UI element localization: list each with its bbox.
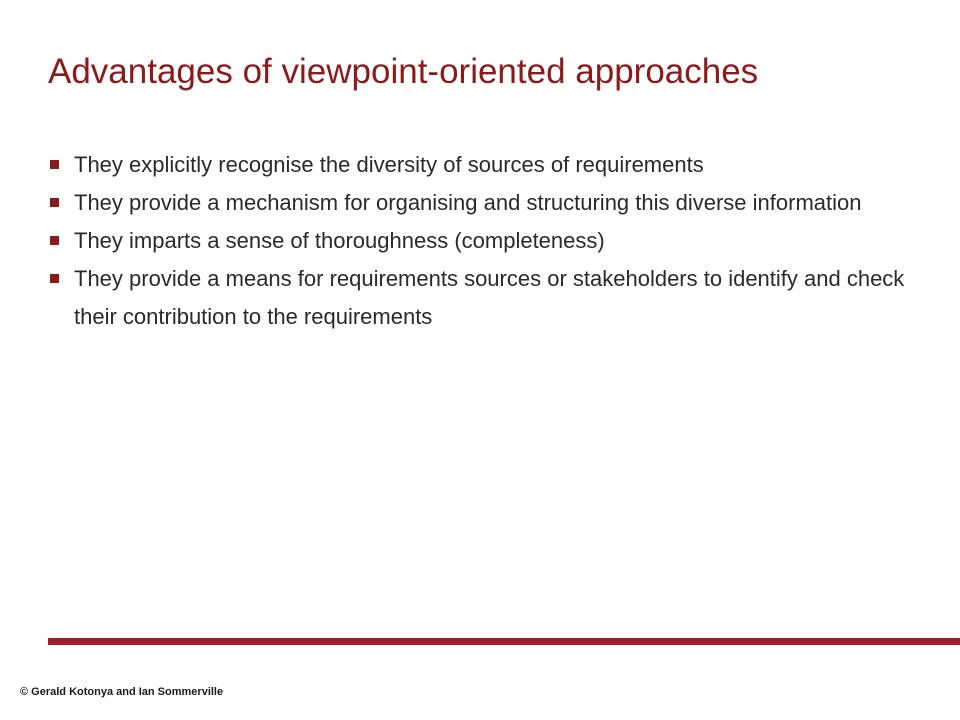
bullet-text: They provide a mechanism for organising and structuring this diverse information: [74, 190, 862, 215]
square-bullet-icon: [50, 236, 59, 245]
bullet-text: They provide a means for requirements sources or stakeholders to identify and check their contribution to the requirements: [74, 266, 905, 329]
bullet-item: [50, 184, 910, 222]
square-bullet-icon: [50, 160, 59, 169]
bullet-list: [50, 146, 910, 336]
copyright-footer: © Gerald Kotonya and Ian Sommerville: [20, 686, 224, 698]
square-bullet-icon: [50, 274, 59, 283]
bullet-item: [50, 146, 910, 184]
footer-divider: [48, 638, 960, 645]
bullet-item: [50, 222, 910, 260]
square-bullet-icon: [50, 198, 59, 207]
slide-title: Advantages of viewpoint-oriented approaches: [48, 52, 759, 91]
bullet-text: They explicitly recognise the diversity of sources of requirements: [74, 152, 704, 177]
bullet-text: They imparts a sense of thoroughness (completeness): [74, 228, 605, 253]
bullet-item: [50, 260, 910, 336]
